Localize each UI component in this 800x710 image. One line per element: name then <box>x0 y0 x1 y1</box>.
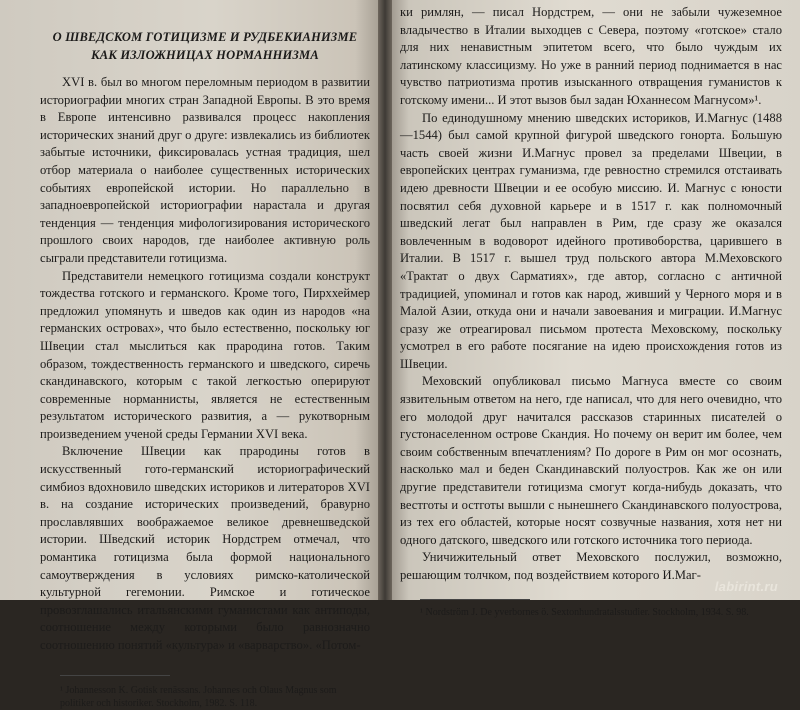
paragraph: ки римлян, — писал Нордстрем, — они не забыли чужеземное владычество в Италии выходцев с Севера, поэтому «готское» стало для них ненавистным эпитетом всего, что было чуждым их латинскому классицизму. Но уже в ранний период поднимается в нас чувство патриотизма против изысканного отвращения гуманистов к готскому имени... И этот вызов был задан Юханнесом Магнусом»¹. <box>400 5 782 107</box>
heading-line-2: КАК ИЗЛОЖНИЦАХ НОРМАННИЗМА <box>91 48 319 62</box>
paragraph: Меховский опубликовал письмо Магнуса вместе со своим язвительным ответом на него, где написал, что для него очевидно, что его молодой друг начитался рассказов старинных писателей о густонаселенном острове Скандия. Но почему он верит им более, чем своим собственным впечатлениям? По дороге в Рим он мог осознать, насколько мал и беден Скандинавский полуостров. Как же он или другие представители готицизма смогут когда-нибудь доказать, что вестготы и остготы вышли с нынешнего Скандинавского полуострова, из тех его областей, которые носят созвучные названия, хотя нет ни одного датского, шведского или готского источника того периода. <box>400 374 782 547</box>
right-page <box>384 0 800 618</box>
footnote: ¹ Johannesson K. Gotisk renässans. Johannes och Olaus Magnus som politiker och historiker. Stockholm, 1982. S. 118. <box>60 684 337 709</box>
footnote-divider <box>60 675 170 676</box>
paragraph: Представители немецкого готицизма создали конструкт тождества готского и германского. Кроме того, Пирххеймер предложил упомянуть и шведов как один из народов «на германских островах», что было естественно, поскольку юг Швеции стал мыслиться как прародина готов. Таким образом, тождественность германского и шведского, сиречь скандинавского, которым с такой легкостью оперируют современные норманнисты, является не естественным результатом исторического развития, а — рукотворным произведением ученой среды Германии XVI века. <box>40 268 370 441</box>
paragraph: По единодушному мнению шведских историков, И.Магнус (1488—1544) был самой крупной фигурой шведского гонорта. Большую часть своей жизни И.Магнус провел за пределами Швеции, в европейских центрах гуманизма, где ревностно стремился отстаивать идею древности Швеции и ее особую миссию. И. Магнус с юности посвятил себя духовной карьере и в 1517 г. как полномочный шведский легат был направлен в Рим, где сразу же оказался вовлеченным в водоворот идейного противоборства, царившего в Италии. В 1517 г. вышел труд польского автора М.Меховского «Трактат о двух Сарматиях», где автор, согласно с античной традицией, упоминал и готов как народ, живший у Черного моря и в Малой Азии, откуда они и начали завоевания и миграции. И.Магнус сразу же отреагировал письмом протеста Меховскому, поскольку усмотрел в его работе посягание на идею происхождения готов из Швеции. <box>400 110 782 371</box>
book-gutter <box>378 0 392 600</box>
left-page <box>0 0 386 709</box>
footnote-divider <box>420 599 530 600</box>
heading-line-1: О ШВЕДСКОМ ГОТИЦИЗМЕ И РУДБЕКИАНИЗМЕ <box>52 30 358 44</box>
footnote: ¹ Nordström J. De yverbornes ö. Sextonhundratalsstudier. Stockholm, 1934. S. 98. <box>420 606 749 618</box>
paragraph: Уничижительный ответ Меховского послужил, возможно, решающим толчком, под воздействием которого И.Маг- <box>400 550 782 582</box>
chapter-heading <box>40 28 370 64</box>
watermark-logo: labirint.ru <box>714 579 778 594</box>
paragraph: XVI в. был во многом переломным периодом в развитии историографии многих стран Западной Европы. В это время в Европе интенсивно развивался процесс накопления исторических знаний друг о друге: извлекались из библиотек забытые источники, фиксировалась устная традиция, шел отбор материала о наиболее существенных исторических событиях европейской истории. Но параллельно в западноевропейской историографии нарастала и другая тенденция — тенденция мифологизирования исторического прошлого своих народов, где наиболее активную роль сыграли представители готицизма. <box>40 75 370 265</box>
paragraph: Включение Швеции как прародины готов в искусственный гото-германский историографический симбиоз вдохновило шведских историков и литераторов XVI в. на создание исторических произведений, бравурно прославлявших воображаемое великое древнешведской истории. Шведский историк Нордстрем отмечал, что романтика готицизма была формой национального самоутверждения в условиях римско-католической культурной гегемонии. Римское и готическое провозглашались итальянскими гуманистами как антиподы, соотношение между которыми было равнозначно соотношению понятий «культура» и «варварство». «Потом- <box>40 444 370 652</box>
